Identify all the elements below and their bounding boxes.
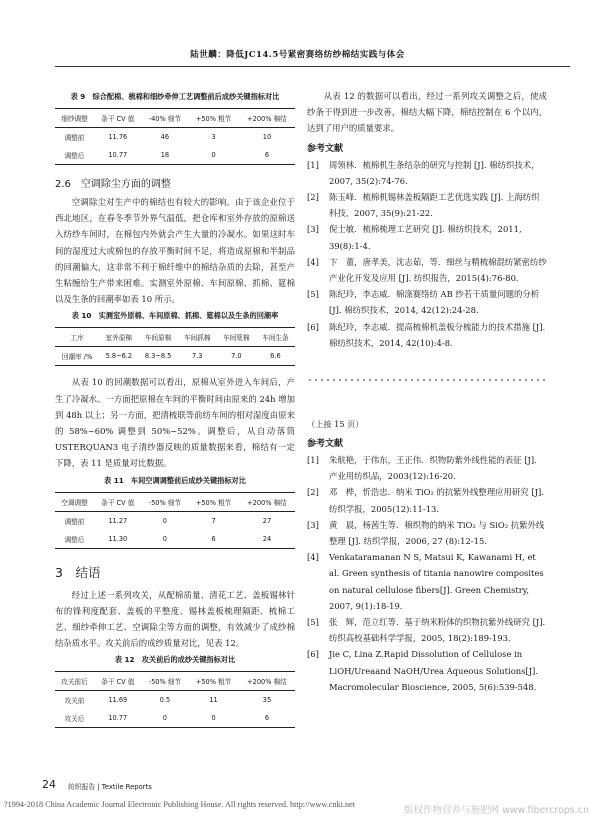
table-cell: 调整前 [64, 134, 85, 142]
table-cell: 7.3 [191, 352, 203, 361]
table-10-header: 车间筵棉 [223, 334, 250, 343]
table-11 [55, 492, 295, 549]
table-cell: 调整后 [64, 152, 85, 160]
references-list [307, 157, 547, 351]
reference-item: [6] 陈纪玲，李志威．提高梳棉机盖板分梳能力的技术措施 [J]. 棉纺织技术，2014, 42(10):4-8. [307, 321, 546, 348]
page-number: 24 [42, 778, 56, 791]
table-11-header: 条干 CV 值 [101, 498, 135, 507]
table-row [55, 146, 295, 165]
table-cell: 0 [162, 714, 167, 723]
table-10-header: 车间生条 [262, 334, 289, 343]
reference-item: [3] 倪士敏．梳棉梳理工艺研究 [J]. 棉纺织技术，2011, 39(8):1-4. [307, 224, 522, 251]
running-header: 陆世麟：降低JC14.5号紧密赛络纺纱棉结实践与体会 [190, 50, 405, 60]
reference-item: [4] 卞 董，唐孝美，沈志茹，等．细丝与精梳棉混纺紧密纺纱产业化开发及应用 [J]. 纺织报告，2015(4):76-80. [307, 256, 547, 284]
table-cell: 7.0 [231, 352, 242, 361]
continued-from-note: （上接 15 页） [307, 419, 364, 430]
table-cell: 回潮率 /% [61, 353, 93, 362]
journal-name: 纺织报告 | Textile Reports [68, 783, 152, 791]
table-row [55, 691, 295, 710]
reference-item: [1] 朱航艳，于伟东，王正伟．织物防紫外线性能的表征 [J]. 产业用纺织品，2003(12):16-20. [307, 455, 537, 482]
table-cell: 8.3~8.5 [144, 352, 172, 361]
table-cell: 5.8~6.2 [105, 352, 133, 361]
table-cell: 10.77 [108, 151, 128, 159]
reference-item: [1] 周领林．梳棉机生条结杂的研究与控制 [J]. 棉纺织技术，2007, 35(2):74-76. [307, 159, 540, 186]
table-10-header: 车间原棉 [144, 334, 172, 343]
table-cell: 6.6 [270, 352, 281, 361]
section-2-6-paragraph: 空调除尘对生产中的棉结也有较大的影响。由于该企业位于西北地区，在春冬季节外界气温低，把仓库和室外存放的原棉送入纺纱车间时，在棉包内外就会产生大量的冷凝水。如果这时车间的湿度过大或棉包的存放平衡时间不足，将造成原棉和半制品的回潮偏大，这非常不利于棉纤维中的棉结杂质的去除，甚至产生粘缠给生产带来困难。实测室外原棉、车间原棉、抓棉、筵棉以及生条的回潮率如表 10 所示。 [55, 197, 295, 305]
table-cell: 攻关前 [64, 697, 85, 706]
table-cell: 11.30 [108, 534, 128, 543]
table-row [55, 709, 295, 728]
watermark: 版权作物营养与施肥网 www.fibercrops.cn [403, 805, 589, 816]
table-cell: 46 [160, 133, 170, 141]
table-9-header: +50% 粗节 [195, 115, 232, 123]
table-cell: 11.27 [108, 516, 128, 525]
table-cell: 调整后 [64, 535, 85, 544]
table-11-caption: 表 11 车间空调调整前后成纱关键指标对比 [104, 475, 246, 485]
header-rule [55, 66, 570, 67]
right-column [307, 88, 547, 695]
table-cell: 6 [264, 714, 270, 723]
table-11-header: 空调调整 [61, 498, 88, 507]
reference-item: [5] 张 辉，范立红等．基于纳米粉体的织物抗紫外线研究 [J]. 纺织高校基础科学学报，2005, 18(2):189-193. [307, 617, 546, 644]
reference-item: [5] 陈纪玲，李志威．棉涤赛络纺 AB 纱若干质量问题的分析 [J]. 棉纺织技术，2014, 42(12):24-28. [307, 289, 540, 316]
table-9-header: 条干 CV 值 [101, 115, 135, 123]
table-cell: 7 [211, 516, 216, 525]
table-cell: 6 [264, 151, 270, 159]
table-cell: 0.5 [159, 696, 171, 705]
table-12-header: +200% 棉结 [247, 678, 287, 687]
references-heading: 参考文献 [307, 143, 344, 154]
table-cell: 10 [262, 133, 272, 141]
table-9-header: +200% 棉结 [247, 115, 287, 123]
section-3-heading: 3 结语 [55, 564, 101, 580]
copyright-line: ?1994-2018 China Academic Journal Electronic Publishing House. All rights reserved. http://www.cnki.net [4, 800, 356, 809]
table-cell: 攻关后 [64, 715, 85, 724]
table-cell: 18 [160, 151, 170, 159]
table-10-caption: 表 10 实测室外原棉、车间原棉、抓棉、筵棉以及生条的回潮率 [71, 311, 279, 321]
table-9-header: 细纱调整 [61, 115, 88, 123]
table-cell: 11 [209, 696, 218, 705]
reference-item: [3] 黄 晨，杨茜生等．棉织物的纳米 TiO₂ 与 SiO₂ 抗紫外线整理 [J]. 纺织学报，2006, 27 (8):12-15. [307, 519, 545, 547]
table-cell: 27 [262, 516, 272, 525]
reference-item: [2] 陈玉峰．梳棉机锡林盖板隔距工艺优选实践 [J]. 上海纺织科技，2007, 35(9):21-22. [307, 192, 540, 219]
table-cell: 0 [211, 714, 216, 723]
reference-item: [6] Jie C, Lina Z.Rapid Dissolution of Cellulose in LiOH/Ureaand NaOH/Urea Aqueous Solutions[J]. Macromolecular Bioscience, 2005, 5(6):539-548. [307, 649, 538, 692]
table-11-header: +200% 棉结 [247, 498, 287, 507]
table-cell: 0 [162, 534, 167, 543]
table-12-header: 攻关前后 [61, 678, 88, 687]
table-row [55, 128, 295, 147]
table-9-header: -40% 细节 [148, 115, 182, 123]
table-11-header: -50% 细节 [148, 498, 182, 507]
table-10-header: 工序 [70, 334, 84, 343]
table-cell: 0 [162, 516, 167, 525]
table-row [55, 511, 295, 530]
section-3-paragraph: 经过上述一系列攻关，从配棉质量、清花工艺、盖板锡林针布的锋利度配套、盖板的平整度、锡林盖板梳理隔距、梳棉工艺、细纱牵伸工艺、空调除尘等方面的调整，有效减少了成纱棉结杂质水平。攻关前后的成纱质量对比，见表 12。 [55, 589, 295, 649]
table-12-analysis-paragraph: 从表 12 的数据可以看出，经过一系列攻关调整之后，使成纱条干得到进一步改善，棉结大幅下降，棉结控制在 6 个以内，达到了用户的质量要求。 [307, 91, 547, 134]
references-list-2 [307, 452, 547, 695]
reference-item: [2] 邓 桦，忻浩忠．纳米 TiO₂ 的抗紫外线整理应用研究 [J]. 纺织学报，2005(12):11-13. [307, 487, 544, 514]
dotted-divider [307, 377, 547, 383]
table-cell: 10.77 [108, 714, 128, 723]
table-cell: 6 [211, 534, 216, 543]
table-cell: 11.76 [108, 133, 128, 141]
table-cell: 11.69 [108, 696, 128, 705]
table-12 [55, 671, 295, 728]
table-9 [55, 108, 295, 165]
table-cell: 24 [262, 534, 272, 543]
table-12-caption: 表 12 攻关前后的成纱关键指标对比 [114, 655, 236, 665]
table-10-analysis-paragraph: 从表 10 的回潮数据可以看出，原棉从室外进入车间后，产生了冷凝水。一方面把原棉在车间的平衡时间由原来的 24h 增加到 48h 以上；另一方面，把清梳联等前纺车间的相对湿度由原来的 58%~60% 调整到 50%~52%。调整后，从自动落筒 USTERQUAN3 电子清纱器反映的质量数据来看，棉结有一定下降，表 11 是质量对比数据。 [55, 377, 295, 469]
reference-item: [4] Venkataramanan N S, Matsui K, Kawanami H, et al. Green synthesis of titania nanowire composites on natural cellulose fibers[J]. Green Chemistry, 2007, 9(1):18-19. [307, 552, 544, 611]
table-row [55, 347, 295, 366]
left-column [55, 88, 295, 728]
table-cell: 调整前 [64, 517, 85, 526]
references-heading-2: 参考文献 [307, 439, 344, 450]
table-10 [55, 327, 295, 366]
table-12-header: +50% 粗节 [195, 678, 232, 687]
table-cell: 35 [262, 696, 272, 705]
table-10-header: 车间抓棉 [184, 334, 211, 343]
table-12-header: -50% 细节 [148, 678, 182, 687]
table-cell: 0 [211, 151, 216, 159]
table-11-header: +50% 粗节 [195, 498, 232, 507]
table-cell: 3 [211, 133, 216, 141]
table-9-caption: 表 9 综合配棉、梳棉和细纱牵伸工艺调整前后成纱关键指标对比 [70, 92, 280, 101]
table-10-header: 室外原棉 [105, 334, 133, 343]
table-12-header: 条干 CV 值 [101, 678, 135, 687]
section-2-6-heading: 2.6 空调除尘方面的调整 [55, 179, 171, 190]
table-row [55, 530, 295, 549]
